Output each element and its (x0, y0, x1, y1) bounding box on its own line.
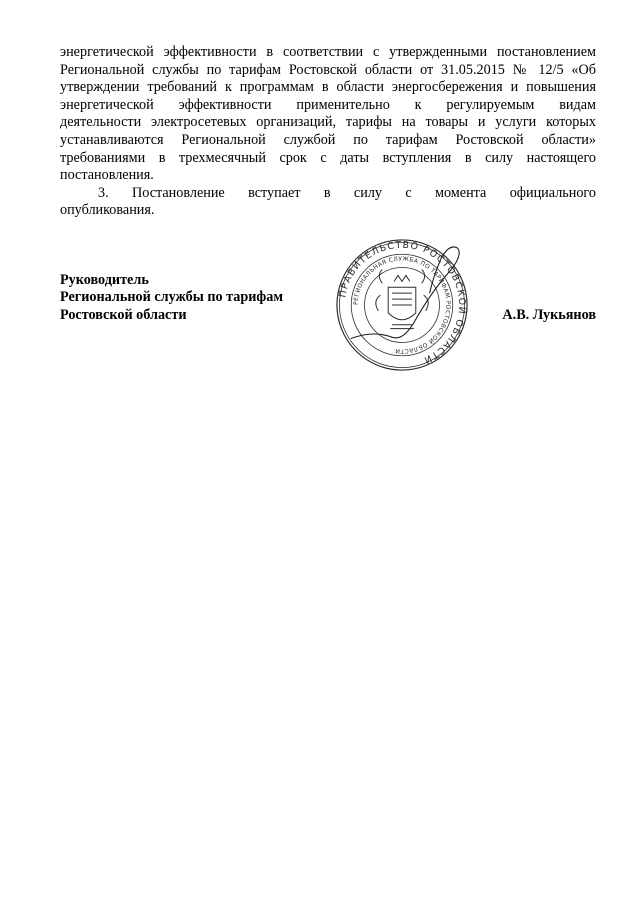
text-line: опубликования. (60, 202, 155, 219)
text-line: постановления. (60, 167, 154, 184)
seal-inner-text: РЕГИОНАЛЬНАЯ СЛУЖБА ПО ТАРИФАМ РОСТОВСКОЙ ОБЛАСТИ (353, 256, 451, 354)
signatory-name: А.В. Лукьянов (502, 307, 596, 323)
document-body (60, 44, 596, 220)
text-line: Региональной службы по тарифам Ростовской области от 31.05.2015 № 12/5 «Об (60, 61, 596, 78)
signatory-title-line: Ростовской области (60, 306, 187, 323)
signatory-title-line: Региональной службы по тарифам (60, 289, 284, 306)
signatory-title-line: Руководитель (60, 272, 149, 288)
coat-of-arms-icon (376, 270, 428, 329)
text-line: устанавливаются Региональной службой по тарифам Ростовской области» (60, 131, 596, 148)
paragraph-3 (60, 185, 596, 220)
official-seal-stamp (333, 236, 471, 374)
seal-ring-text: ПРАВИТЕЛЬСТВО РОСТОВСКОЙ ОБЛАСТИ (337, 239, 468, 366)
paragraph-continued (60, 44, 596, 185)
text-line: 3. Постановление вступает в силу с момента официального (98, 184, 596, 201)
text-line: энергетической эффективности в соответствии с утвержденными постановлением (60, 44, 596, 60)
signatory-title (60, 272, 283, 324)
text-line: энергетической эффективности применительно к регулируемым видам (60, 96, 596, 113)
text-line: утверждении требований к программам в области энергосбережения и повышения (60, 79, 596, 96)
text-line: деятельности электросетевых организаций, тарифы на товары и услуги которых (60, 114, 596, 131)
text-line: требованиями в трехмесячный срок с даты вступления в силу настоящего (60, 149, 596, 166)
